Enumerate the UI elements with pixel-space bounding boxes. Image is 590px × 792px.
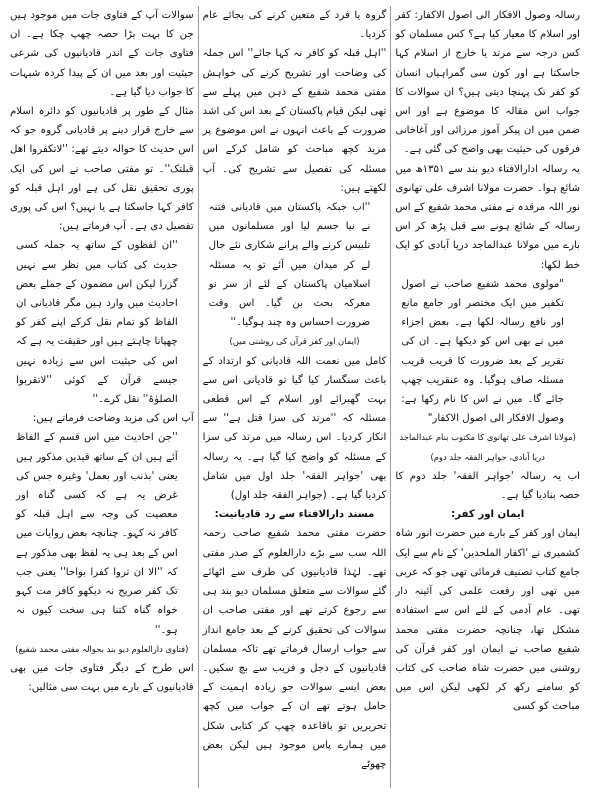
- paragraph: آپ اس کی مزید وضاحت فرماتے ہیں:: [32, 413, 194, 425]
- paragraph: سوالات آپ کے فتاوی جات میں موجود ہیں جن کا بہت بڑا حصہ چھپ چکا ہے۔ ان فتاوی جات کے اندر قادیانیوں کی شرعی حیثیت اور بعد میں ان کے پیدا کردہ شبہات کا جواب دیا گیا ہے۔: [10, 10, 194, 98]
- paragraph: حضرت مفتی محمد شفیع صاحب رحمہ اللہ سب سے بڑے دارالعلوم کے صدر مفتی تھے۔ لہٰذا قادیانیوں کی طرف سے اٹھائے گئے سوالات سے متعلق مسلمان دیو بند ہی سے رجوع کرتے تھے اور مفتی صاحب ان سوالات کی تحقیق کرنے کے بعد جامع انداز سے جواب ارسال فرماتے تھے تاکہ مسلمان قادیانیوں کے دجل و فریب سے بچ سکیں۔ بعض ایسے سوالات جو زیادہ اہمیت کے حامل ہوتے تھے ان کے جواب میں کچھ تحریریں تو باقاعدہ چھپ کر کتابی شکل میں ہمارے پاس موجود ہیں لیکن بعض چھوٹے: [202, 528, 387, 770]
- citation: (مولانا اشرف علی تھانوی کا مکتوب بنام عبدالماجد دریا آبادی، جواہر الفقہ جلد دوم): [399, 432, 576, 462]
- paragraph: رسالہ وصول الافکار الی اصول الاکفار: کفر اور اسلام کا معیار کیا ہے؟ کس مسلمان کو کس درجہ سے مرتد یا خارج از اسلام کہا جاسکتا ہے اور کون سی گمراہیاں انسان کو کفر تک پہنچا دیتی ہیں؟ ان سوالات کا جواب اس مقالہ کا موضوع ہے اور اس ضمن میں ان پیکر آموز مرزائی اور آغاخانی فرقوں کی حیثیت بھی واضح کی گئی ہے۔: [395, 10, 580, 156]
- block-quote: "مولوی محمد شفیع صاحب نے اصول تکفیر میں ایک مختصر اور جامع مانع اور نافع رسالہ لکھا ہے۔ بعض اجزاء میں نے بھی اس کو دیکھا ہے۔ ان کی تقریر کے بعد ضرورت کا قریب قریب مسئلہ صاف ہوگیا۔ وہ عنقریب چھپ جائے گا۔ میں نے اس کا نام رکھا ہے: وصول الافکار الی اصول الاکفار": [401, 278, 564, 425]
- block-quote: ''جن احادیث میں اس قسم کے الفاظ آئے ہیں ان کے ساتھ قیدیں مذکور ہیں یعنی 'بذنب اور بعمل' وغیرہ جس کی غرض یہ ہے کہ کسی گناہ اور معصیت کی وجہ سے اہل قبلہ کو کافر نہ کہو۔ چنانچہ بعض روایات میں اس کے بعد ہی یہ لفظ بھی مذکور ہے کہ ''الا ان تروا کفرا بواحا'' یعنی جب تک کفر صریح نہ دیکھو کافر مت کہو خواہ گناہ کتنا ہی سخت کیوں نہ ہو۔'': [16, 432, 178, 636]
- paragraph: گروہ یا فرد کے متعین کرنے کی بجائے عام کردیا۔: [202, 10, 387, 41]
- section-heading: مسند دارالافتاء سے رد قادیانیت:: [214, 509, 375, 521]
- paragraph: اب یہ رسالہ 'جواہر الفقہ' جلد دوم کا حصہ بنادیا گیا ہے۔: [395, 470, 580, 502]
- column-right: [391, 6, 584, 788]
- paragraph: مثال کے طور پر قادیانیوں کو دائرہ اسلام سے خارج قرار دینے پر قادیانی گروہ جو کہ اس حدیث کا حوالہ دیتے تھے: ''لاتکفروا اهل قبلتک''۔ تو مفتی صاحب نے اس کی ایک پوری تحقیق نقل کی ہے اور اہل قبلہ کو کافر کہا جاسکتا ہے یا نہیں؟ اس کی پوری تفصیل دی ہے۔ آپ فرماتے ہیں:: [10, 106, 194, 233]
- paragraph: کامل میں نعمت اللہ قادیانی کو ارتداد کے باعث سنگسار کیا گیا تو قادیانی اس سے بہت گھبرائے اور اسلام کے اس قطعی مسئلہ کہ ''مرتد کی سزا قتل ہے'' سے انکار کردیا۔ اس رسالہ میں مرتد کی سزا کے مسئلہ کو واضح کیا گیا ہے۔ یہ رسالہ بھی 'جواہر الفقہ' جلد اول میں شامل کردیا گیا ہے۔ (جواہر الفقہ جلد اول): [202, 355, 387, 502]
- text-columns: [6, 6, 584, 788]
- column-middle: [199, 6, 392, 788]
- section-heading: ایمان اور کفر:: [451, 509, 525, 521]
- citation: (ایمان اور کفر قرآن کی روشنی میں): [229, 336, 360, 347]
- paragraph: یہ رسالہ ادارالافتاء دیو بند سے ۱۳۵۱ھ میں شائع ہوا۔ حضرت مولانا اشرف علی تھانوی نور اللہ مرقدہ نے مفتی محمد شفیع کے اس رسالہ کے شائع ہونے سے قبل پڑھ کر اس بارے میں مولانا عبدالماجد دریا آبادی کو ایک خط لکھا:: [395, 163, 580, 271]
- paragraph: ''اہل قبلہ کو کافر نہ کہا جائے'' اس جملہ کی وضاحت اور تشریح کرنے کی خواہش مفتی محمد شفیع کے ذہن میں پہلے سے تھی لیکن قیام پاکستان کے بعد اس کی اشد ضرورت کے باعث انہوں نے اس موضوع پر مزید کچھ مباحث کو شامل کرکے اس مسئلہ کی تفصیل سے تشریح کی۔ آپ لکھتے ہیں:: [202, 48, 387, 194]
- block-quote: ''اب جبکہ پاکستان میں قادیانی فتنہ نے نیا جسم لیا اور مسلمانوں میں تلبیس کرنے والے پرانے شکاری نئے جال لے کر میدان میں آئے تو یہ مسئلہ اسلامیان پاکستان کے لئے از سر نو معرکہ بحث بن گیا۔ اس وقت ضرورت احساس وہ چند ہوگیا۔'': [208, 202, 371, 329]
- paragraph: اس طرح کے دیگر فتاوی جات میں بھی قادیانیوں کے بارے میں بہت سی مثالیں:: [10, 662, 194, 694]
- citation: (فتاوی دارالعلوم دیو بند بحوالہ مفتی محمد شفیع): [15, 643, 189, 654]
- block-quote: ''ان لفظوں کے ساتھ یہ جملہ کسی حدیث کی کتاب میں نظر سے نہیں گزرا لیکن اس مضمون کے جملے بعض احادیث میں وارد ہیں مگر قادیانی ان الفاظ کو تمام نقل کرکے اپنے کفر کو چھپانا چاہتے ہیں اور حقیقت یہ ہے کہ اس کی حیثیت اس سے زیادہ نہیں جیسے قرآن کے کوئی ''لاتقربوا الصلوٰۃ'' نقل کرے۔'': [16, 240, 178, 406]
- column-left: [6, 6, 199, 788]
- paragraph: ایمان اور کفر کے بارے میں حضرت انور شاہ کشمیری نے 'اکفار الملحدین' کے نام سے ایک جامع کتاب تصنیف فرمائی تھی جو کہ عربی میں تھی اور رفعت علمی کی آئینہ دار تھی۔ عام آدمی کے لئے اس سے استفادہ مشکل تھا، چنانچہ حضرت مفتی محمد شفیع صاحب نے ایمان اور کفر قرآن کی روشنی میں حضرت شاہ صاحب کی کتاب کو سامنے رکھ کر لکھی لیکن اس میں مباحث کو کسی: [395, 528, 580, 713]
